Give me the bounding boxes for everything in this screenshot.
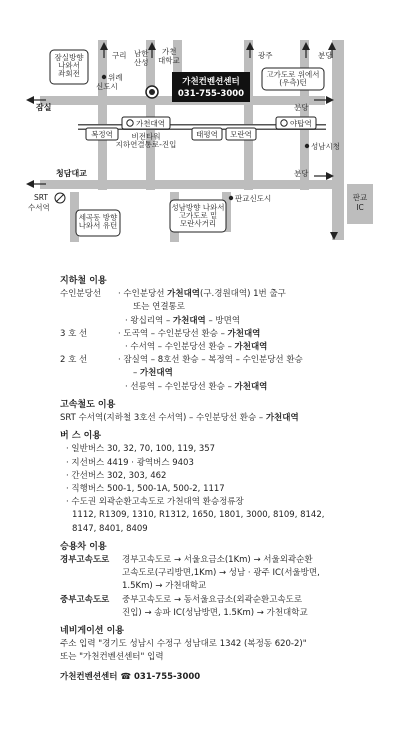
note-gyeongbu [262, 68, 324, 90]
subway-row [60, 354, 390, 367]
place-pangyo-ic [347, 184, 373, 224]
station-gachon [116, 117, 177, 149]
subway-line-label: 3 호 선 [60, 328, 88, 339]
contact-name: 가천컨벤션센터 [60, 671, 118, 682]
phone-icon: ☎ [120, 671, 132, 682]
gyeongbu-route-line: 1.5Km) → 가천대학교 [122, 581, 207, 592]
road-label-bundang-low: 분당 [294, 169, 309, 178]
subway-line-label: 수인분당선 [60, 289, 102, 300]
svg-text:고가도로 위에서(우측)턴: 고가도로 위에서 (우측)턴 [266, 70, 320, 87]
directions-text [60, 272, 390, 684]
ktx-title: 고속철도 이용 [60, 399, 116, 410]
subway-row [60, 328, 390, 341]
subway-list [60, 288, 390, 394]
note-seongnam [170, 200, 226, 232]
svg-text:모란역: 모란역 [230, 130, 252, 139]
navi-list [60, 638, 390, 664]
jungbu-label: 중부고속도로 [60, 594, 110, 605]
place-wirye: 위례 신도시 [96, 73, 123, 91]
car-list [60, 554, 390, 620]
subway-row: 또는 연결통로 [133, 302, 185, 313]
bus-line: · 일반버스 30, 32, 70, 100, 119, 357 [66, 444, 216, 455]
gyeongbu-label: 경부고속도로 [60, 555, 110, 566]
bus-line: 8147, 8401, 8409 [72, 523, 148, 534]
svg-text:성남방향 나와서고가도로 밑모란사거리: 성남방향 나와서 고가도로 밑 모란사거리 [171, 203, 225, 228]
bus-line: · 직행버스 500-1, 500-1A, 500-2, 1117 [66, 484, 225, 495]
station-bokjeong [86, 128, 118, 140]
svg-text:판교IC: 판교 IC [352, 193, 368, 212]
jungbu-route-line: 진입) → 송파 IC(성남방면, 1.5Km) → 가천대학교 [122, 607, 308, 618]
subway-row: · 선릉역 – 수인분당선 환승 – 가천대역 [125, 381, 268, 392]
svg-text:태평역: 태평역 [196, 130, 218, 139]
svg-text:야탑역: 야탑역 [290, 119, 312, 128]
road-label-bundang-top: 분당 [318, 51, 333, 60]
svg-text:비전타워지하연결통로-진입: 비전타워 지하연결통로-진입 [115, 132, 177, 149]
ktx-line: SRT 수서역(지하철 3호선 수서역) – 수인분당선 환승 – 가천대역 [60, 413, 299, 424]
svg-text:031-755-3000: 031-755-3000 [177, 89, 245, 99]
navi-title: 네비게이션 이용 [60, 626, 124, 637]
jungbu-route-line: 중부고속도로 중부고속도로 → 동서울요금소(외곽순환고속도로 [60, 594, 390, 607]
contact-phone: 031-755-3000 [134, 671, 201, 682]
subway-route: · 잠실역 – 8호선 환승 – 복정역 – 수인분당선 환승 [118, 355, 303, 366]
note-seogok [76, 210, 120, 236]
road-label-cheongdam: 청담대교 [56, 169, 87, 178]
station-moran [226, 128, 256, 140]
svg-text:세곡동 방향나와서 유턴: 세곡동 방향 나와서 유턴 [78, 213, 118, 230]
location-map [0, 0, 400, 255]
road-label-namhansan: 남한 산성 [134, 49, 149, 67]
place-seongnam-city: 성남시청 [311, 142, 340, 151]
contact-line [60, 671, 390, 684]
road-label-gachon-univ: 가천 대학교 [158, 47, 180, 65]
subway-row: – 가천대역 [133, 368, 173, 379]
subway-line-label: 2 호 선 [60, 355, 88, 366]
subway-route: · 수인분당선 가천대역(구.경원대역) 1번 출구 [118, 289, 286, 300]
svg-text:SRT수서역: SRT 수서역 [28, 193, 50, 212]
gyeongbu-route-line: 경부고속도로 경부고속도로 → 서울요금소(1Km) → 서울외곽순환 [60, 554, 390, 567]
car-title: 승용차 이용 [60, 541, 107, 552]
subway-row [60, 288, 390, 301]
road-label-gwangju: 광주 [258, 51, 273, 60]
gyeongbu-route-line: 고속도로(구리방면,1Km) → 성남 · 광주 IC(서울방면, [122, 568, 320, 579]
place-pangyo-new: 판교신도시 [235, 194, 272, 203]
bus-line: · 수도권 외곽순환고속도로 가천대역 환승정류장 [66, 497, 244, 508]
subway-route: · 도곡역 – 수인분당선 환승 – 가천대역 [118, 328, 261, 339]
note-jamsil [50, 50, 88, 84]
navi-line: 주소 입력 "경기도 성남시 수정구 성남대로 1342 (복정동 620-2)" [60, 639, 307, 650]
convention-center-label [172, 72, 250, 102]
navi-line: 또는 "가천컨벤션센터" 입력 [60, 652, 164, 663]
svg-text:가천컨벤션센터: 가천컨벤션센터 [182, 77, 240, 87]
road-label-guri: 구리 [112, 51, 127, 60]
road-label-jamsil: 잠실 [36, 103, 52, 112]
svg-text:가천대역: 가천대역 [136, 119, 165, 128]
svg-text:복정역: 복정역 [91, 130, 113, 139]
station-yatap [276, 117, 316, 129]
subway-row: · 왕십리역 – 가천대역 – 방면역 [125, 315, 241, 326]
bus-line: · 지선버스 4419 · 광역버스 9403 [66, 457, 194, 468]
road-label-bundang-mid: 분당 [294, 103, 309, 112]
convention-center-marker [146, 86, 158, 98]
station-srt-suseo [28, 193, 65, 212]
svg-text:잠실방향나와서좌회전: 잠실방향 나와서 좌회전 [54, 53, 84, 78]
subway-row: · 수서역 – 수인분당선 환승 – 가천대역 [125, 342, 268, 353]
bus-title: 버 스 이용 [60, 431, 102, 442]
station-taepyeong [192, 128, 222, 140]
subway-title: 지하철 이용 [60, 276, 107, 286]
bus-line: 1112, R1309, 1310, R1312, 1650, 1801, 3000, 8109, 8142, [72, 510, 325, 521]
bus-line: · 간선버스 302, 303, 462 [66, 470, 167, 481]
bus-list [60, 443, 390, 535]
